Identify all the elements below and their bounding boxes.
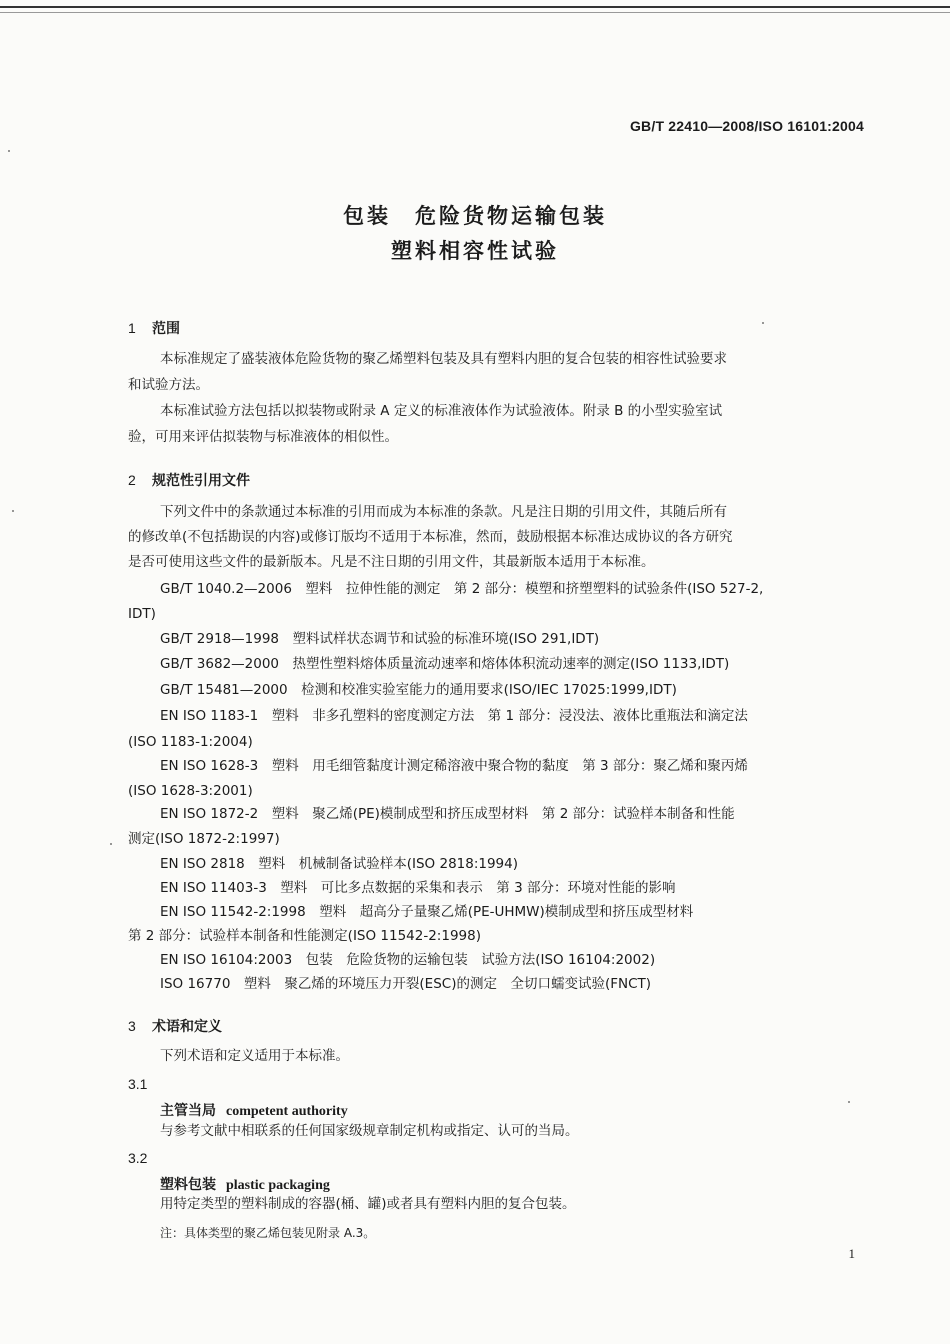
paragraph-line: 本标准规定了盛装液体危险货物的聚乙烯塑料包装及具有塑料内胆的复合包装的相容性试验要求 <box>160 351 727 367</box>
standard-code: GB/T 22410—2008/ISO 16101:2004 <box>629 118 864 134</box>
section-3-heading <box>128 1016 222 1036</box>
term-number: 3.1 <box>128 1076 148 1092</box>
reference-line: (ISO 1628-3:2001) <box>128 783 253 799</box>
term-english: competent authority <box>226 1104 348 1119</box>
reference-line: 测定(ISO 1872-2:1997) <box>128 831 280 847</box>
reference-line: EN ISO 2818 塑料 机械制备试验样本(ISO 2818:1994) <box>160 856 519 872</box>
term-note: 注：具体类型的聚乙烯包装见附录 A.3。 <box>160 1226 376 1240</box>
document-title-line2: 塑料相容性试验 <box>391 239 559 263</box>
document-title-line1: 包装 危险货物运输包装 <box>343 204 607 228</box>
paragraph-line: 是否可使用这些文件的最新版本。凡是不注日期的引用文件，其最新版本适用于本标准。 <box>128 554 655 570</box>
reference-line: EN ISO 1872-2 塑料 聚乙烯(PE)模制成型和挤压成型材料 第 2 部分：试验样本制备和性能 <box>160 806 735 822</box>
scan-speck <box>762 322 764 324</box>
reference-line: GB/T 1040.2—2006 塑料 拉伸性能的测定 第 2 部分：模塑和挤塑塑料的试验条件(ISO 527-2, <box>160 581 764 597</box>
top-border-rule <box>0 6 950 8</box>
paragraph-line: 下列文件中的条款通过本标准的引用而成为本标准的条款。凡是注日期的引用文件，其随后所有 <box>160 504 727 520</box>
term-definition: 用特定类型的塑料制成的容器(桶、罐)或者具有塑料内胆的复合包装。 <box>160 1196 576 1212</box>
reference-line: 第 2 部分：试验样本制备和性能测定(ISO 11542-2:1998) <box>128 928 481 944</box>
reference-line: ISO 16770 塑料 聚乙烯的环境压力开裂(ESC)的测定 全切口蠕变试验(FNCT) <box>160 976 652 992</box>
reference-line: GB/T 3682—2000 热塑性塑料熔体质量流动速率和熔体体积流动速率的测定(ISO 1133,IDT) <box>160 656 730 672</box>
section-number: 1 <box>128 320 136 336</box>
term-definition: 与参考文献中相联系的任何国家级规章制定机构或指定、认可的当局。 <box>160 1123 579 1139</box>
reference-line: (ISO 1183-1:2004) <box>128 734 253 750</box>
scan-speck <box>848 1101 850 1103</box>
section-title: 规范性引用文件 <box>152 473 250 489</box>
section-1-heading <box>128 318 180 338</box>
term-number: 3.2 <box>128 1150 148 1166</box>
section-title: 范围 <box>152 321 180 337</box>
term-heading <box>160 1174 330 1194</box>
reference-line: EN ISO 11542-2:1998 塑料 超高分子量聚乙烯(PE-UHMW)模制成型和挤压成型材料 <box>160 904 694 920</box>
reference-line: EN ISO 1628-3 塑料 用毛细管黏度计测定稀溶液中聚合物的黏度 第 3 部分：聚乙烯和聚丙烯 <box>160 758 748 774</box>
paragraph-line: 和试验方法。 <box>128 377 209 393</box>
paragraph-line: 验，可用来评估拟装物与标准液体的相似性。 <box>128 429 398 445</box>
term-english: plastic packaging <box>226 1178 330 1193</box>
section-2-heading <box>128 470 250 490</box>
term-heading <box>160 1100 348 1120</box>
reference-line: EN ISO 11403-3 塑料 可比多点数据的采集和表示 第 3 部分：环境对性能的影响 <box>160 880 676 896</box>
term-chinese: 塑料包装 <box>160 1177 216 1193</box>
scan-speck <box>8 150 10 152</box>
top-border-rule-thin <box>0 12 950 13</box>
reference-line: IDT) <box>128 606 156 622</box>
section-number: 2 <box>128 472 136 488</box>
reference-line: GB/T 2918—1998 塑料试样状态调节和试验的标准环境(ISO 291,IDT) <box>160 631 600 647</box>
scan-speck <box>110 843 112 845</box>
reference-line: EN ISO 16104:2003 包装 危险货物的运输包装 试验方法(ISO 16104:2002) <box>160 952 656 968</box>
term-chinese: 主管当局 <box>160 1103 216 1119</box>
scan-speck <box>12 510 14 512</box>
section-title: 术语和定义 <box>152 1019 222 1035</box>
paragraph-line: 的修改单(不包括勘误的内容)或修订版均不适用于本标准，然而，鼓励根据本标准达成协议的各方研究 <box>128 529 733 545</box>
page-number: 1 <box>848 1246 855 1261</box>
paragraph-line: 下列术语和定义适用于本标准。 <box>160 1048 349 1064</box>
section-number: 3 <box>128 1018 136 1034</box>
paragraph-line: 本标准试验方法包括以拟装物或附录 A 定义的标准液体作为试验液体。附录 B 的小型实验室试 <box>160 403 723 419</box>
reference-line: EN ISO 1183-1 塑料 非多孔塑料的密度测定方法 第 1 部分：浸没法、液体比重瓶法和滴定法 <box>160 708 748 724</box>
reference-line: GB/T 15481—2000 检测和校准实验室能力的通用要求(ISO/IEC 17025:1999,IDT) <box>160 682 677 698</box>
